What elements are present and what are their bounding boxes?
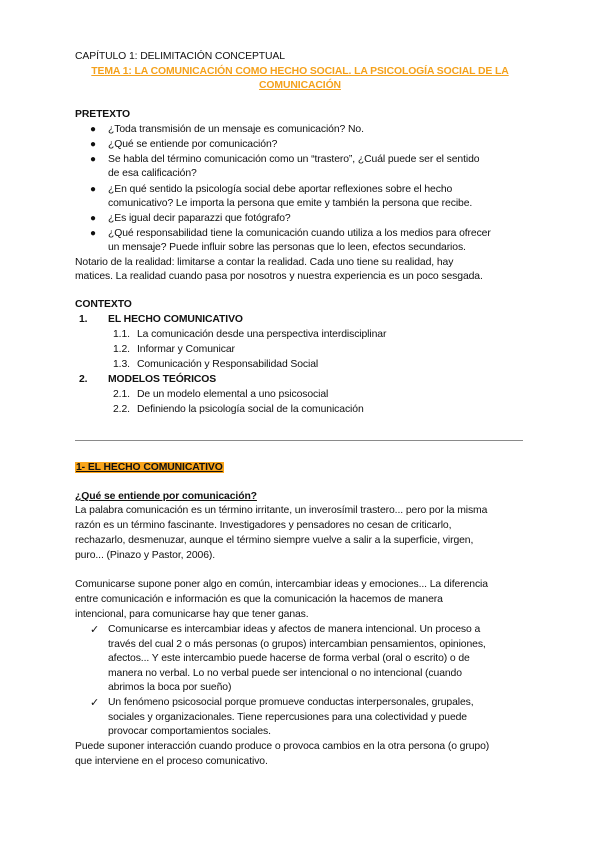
check-2-line-2: sociales y organizacionales. Tiene repercusiones para una colectividad y puede (108, 712, 467, 723)
checkmark-icon: ✓ (90, 624, 100, 636)
check-1-line-3: afectos... Y este intercambio puede hacerse de forma verbal (oral o escrito) o de (108, 653, 470, 664)
check-1-line-1: Comunicarse es intercambiar ideas y afectos de manera intencional. Un proceso a (108, 624, 481, 635)
para2-line-1: Comunicarse supone poner algo en común, intercambiar ideas y emociones... La diferencia (75, 579, 488, 590)
para1-line-4: puro... (Pinazo y Pastor, 2006). (75, 550, 216, 561)
bullet-dot: ● (90, 228, 97, 239)
para1-line-2: razón es un término fascinante. Investigadores y pensadores no cesan de criticarlo, (75, 520, 452, 531)
contexto-heading: CONTEXTO (75, 299, 132, 310)
contexto-item-2-num: 2. (79, 374, 88, 385)
contexto-sub-1-2-label: Informar y Comunicar (137, 344, 235, 355)
section-1-heading (75, 462, 224, 474)
check-2-line-3: provocar comportamientos sociales. (108, 726, 271, 737)
contexto-sub-2-2-num: 2.2. (113, 404, 130, 415)
bullet-dot: ● (90, 154, 97, 165)
para1-line-3: rechazarlo, desmenuzar, aunque el término siempre vuelve a salir a la superficie, virgen, (75, 535, 474, 546)
tema-title-line-1: TEMA 1: LA COMUNICACIÓN COMO HECHO SOCIAL. LA PSICOLOGÍA SOCIAL DE LA (91, 66, 509, 77)
check-1-line-5: abrimos la boca por sueño) (108, 682, 232, 693)
pretexto-bullet-5: ¿Es igual decir paparazzi que fotógrafo? (108, 213, 291, 224)
contexto-sub-1-3-label: Comunicación y Responsabilidad Social (137, 359, 319, 370)
section-1-heading-text: 1- EL HECHO COMUNICATIVO (76, 462, 223, 473)
notario-line-1: Notario de la realidad: limitarse a contar la realidad. Cada uno tiene su realidad, hay (75, 257, 454, 268)
para2-line-3: intencional, para comunicarse hay que tener ganas. (75, 609, 309, 620)
tema-title-line-2: COMUNICACIÓN (259, 80, 341, 91)
contexto-item-1-num: 1. (79, 314, 88, 325)
pretexto-bullet-4-line-1: ¿En qué sentido la psicología social debe aportar reflexiones sobre el hecho (108, 184, 453, 195)
chapter-title: CAPÍTULO 1: DELIMITACIÓN CONCEPTUAL (75, 51, 285, 62)
contexto-sub-1-1-label: La comunicación desde una perspectiva interdisciplinar (137, 329, 387, 340)
pretexto-heading: PRETEXTO (75, 109, 131, 120)
contexto-sub-2-1-label: De un modelo elemental a uno psicosocial (137, 389, 329, 400)
contexto-sub-2-2-label: Definiendo la psicología social de la comunicación (137, 404, 364, 415)
check-1-line-2: través del cual 2 o más personas (o grupos) intercambian pensamientos, opiniones, (108, 639, 486, 650)
bullet-dot: ● (90, 124, 97, 135)
pretexto-bullet-2: ¿Qué se entiende por comunicación? (108, 139, 278, 150)
contexto-sub-1-3-num: 1.3. (113, 359, 130, 370)
pretexto-bullet-6-line-1: ¿Qué responsabilidad tiene la comunicación cuando utiliza a los medios para ofrecer (108, 228, 491, 239)
para3-line-2: que interviene en el proceso comunicativo. (75, 756, 268, 767)
pretexto-bullet-1: ¿Toda transmisión de un mensaje es comunicación? No. (108, 124, 364, 135)
horizontal-divider (75, 440, 523, 441)
bullet-dot: ● (90, 213, 97, 224)
pretexto-bullet-6-line-2: un mensaje? Puede influir sobre las personas que lo leen, efectos secundarios. (108, 242, 466, 253)
para1-line-1: La palabra comunicación es un término irritante, un inverosímil trastero... pero por la misma (75, 505, 488, 516)
check-1-line-4: manera no verbal. Lo no verbal puede ser intencional o no intencional (cuando (108, 668, 462, 679)
contexto-sub-1-2-num: 1.2. (113, 344, 130, 355)
para2-line-2: entre comunicación e información es que la comunicación la hacemos de manera (75, 594, 443, 605)
check-2-line-1: Un fenómeno psicosocial porque promueve conductas interpersonales, grupales, (108, 697, 474, 708)
notario-line-2: matices. La realidad cuando pasa por nosotros y nuestra experiencia es un poco sesgada. (75, 271, 483, 282)
para3-line-1: Puede suponer interacción cuando produce o provoca cambios en la otra persona (o grupo) (75, 741, 490, 752)
pretexto-bullet-3-line-2: de esa calificación? (108, 168, 197, 179)
pretexto-bullet-4-line-2: comunicativo? Le importa la persona que emite y también la persona que recibe. (108, 198, 473, 209)
checkmark-icon: ✓ (90, 697, 100, 709)
section-1-question: ¿Qué se entiende por comunicación? (75, 491, 257, 502)
contexto-sub-2-1-num: 2.1. (113, 389, 130, 400)
contexto-sub-1-1-num: 1.1. (113, 329, 130, 340)
contexto-item-1-label: EL HECHO COMUNICATIVO (108, 314, 243, 325)
bullet-dot: ● (90, 184, 97, 195)
pretexto-bullet-3-line-1: Se habla del término comunicación como un “trastero”, ¿Cuál puede ser el sentido (108, 154, 480, 165)
contexto-item-2-label: MODELOS TEÓRICOS (108, 374, 217, 385)
bullet-dot: ● (90, 139, 97, 150)
